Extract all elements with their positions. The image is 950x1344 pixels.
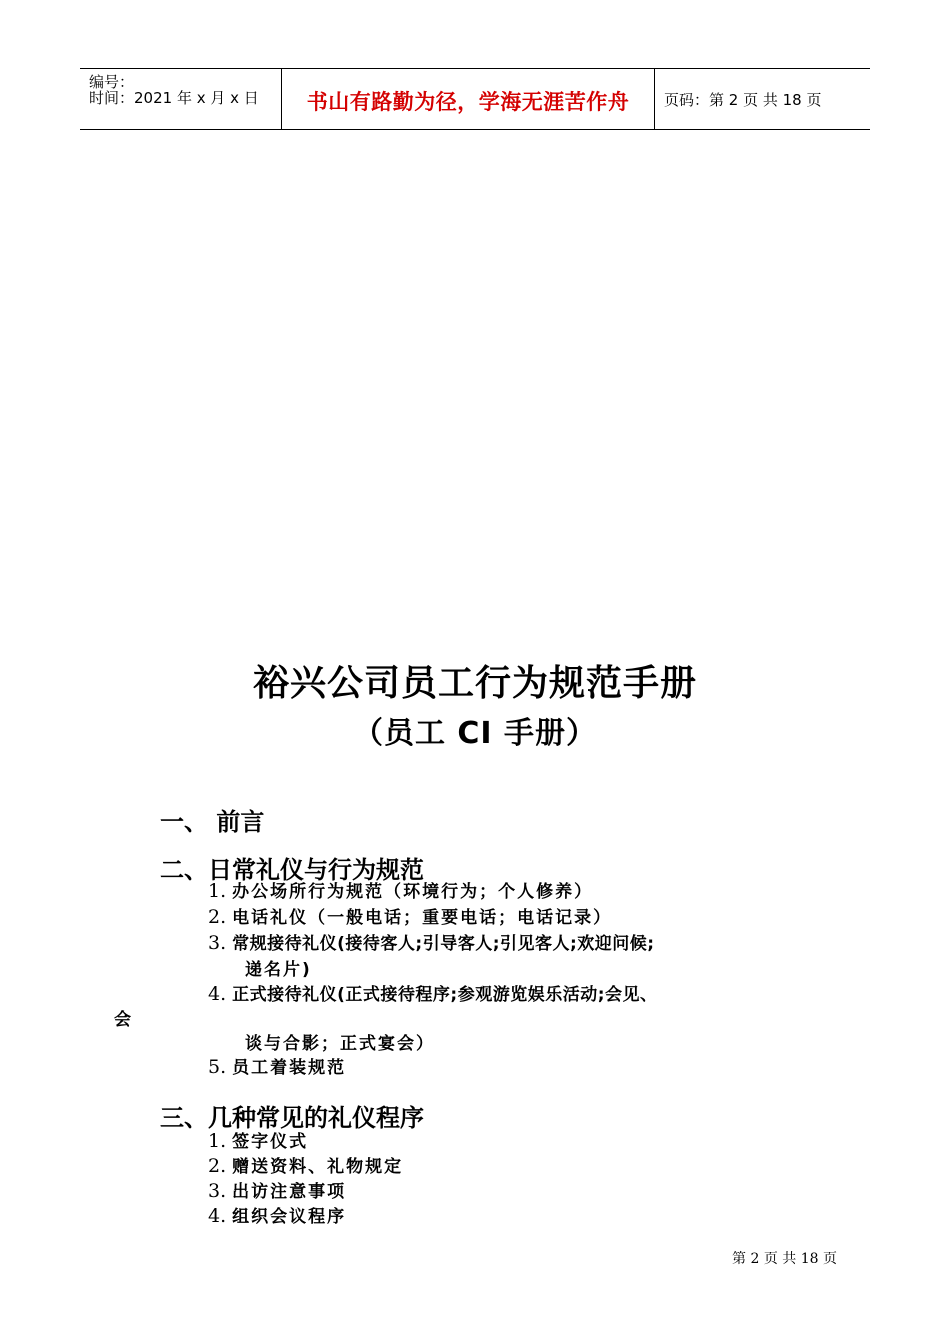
list-item	[208, 980, 658, 1005]
header-page-info: 页码：第 2 页 共 18 页	[664, 91, 822, 109]
list-item-number: 1.	[208, 880, 227, 902]
header-page-cell	[654, 69, 870, 129]
list-item-text: 正式接待礼仪(正式接待程序;参观游览娱乐活动;会见、	[232, 985, 658, 1005]
list-item	[208, 1202, 346, 1227]
header-motto: 书山有路勤为径，学海无涯苦作舟	[306, 90, 630, 114]
list-item	[208, 1127, 308, 1152]
list-item-text: 出访注意事项	[232, 1182, 347, 1202]
list-item	[208, 1177, 346, 1202]
list-item	[208, 1053, 346, 1078]
list-item-number: 3.	[208, 932, 227, 954]
list-item-continuation: 谈与合影；正式宴会）	[245, 1034, 435, 1054]
list-item	[208, 903, 612, 928]
list-item	[208, 1152, 403, 1177]
list-item-text: 签字仪式	[232, 1132, 309, 1152]
document-title: 裕兴公司员工行为规范手册	[252, 663, 697, 704]
list-item-number: 4.	[208, 1205, 227, 1227]
document-number-label: 编号：	[89, 73, 135, 91]
list-item-text: 常规接待礼仪(接待客人;引导客人;引见客人;欢迎问候;	[232, 934, 655, 954]
page-header	[80, 68, 870, 130]
list-item-number: 2.	[208, 1155, 227, 1177]
document-date: 时间：2021 年 x 月 x 日	[89, 89, 259, 107]
list-item-continuation: 递名片)	[245, 960, 312, 980]
list-item-number: 3.	[208, 1180, 227, 1202]
list-item-number: 2.	[208, 906, 227, 928]
list-item	[208, 877, 593, 902]
list-item-number: 5.	[208, 1056, 227, 1078]
document-subtitle: （员工 CI 手册）	[352, 716, 598, 751]
section-heading-etiquette: 二、日常礼仪与行为规范	[160, 856, 424, 884]
list-item-number: 4.	[208, 983, 227, 1005]
list-item	[208, 929, 655, 954]
list-item-text: 组织会议程序	[232, 1207, 347, 1227]
list-item-text: 办公场所行为规范（环境行为；个人修养）	[232, 882, 594, 902]
list-item-number: 1.	[208, 1130, 227, 1152]
footer-page-number: 第 2 页 共 18 页	[732, 1251, 837, 1267]
list-item-wrap: 会	[114, 1010, 133, 1030]
header-left-cell	[80, 69, 280, 129]
list-item-text: 员工着装规范	[232, 1058, 347, 1078]
list-item-text: 赠送资料、礼物规定	[232, 1157, 404, 1177]
section-heading-procedures: 三、几种常见的礼仪程序	[160, 1104, 424, 1132]
list-item-text: 电话礼仪（一般电话；重要电话；电话记录）	[232, 908, 613, 928]
section-heading-preface: 一、 前言	[160, 808, 265, 836]
header-motto-cell	[281, 69, 655, 129]
